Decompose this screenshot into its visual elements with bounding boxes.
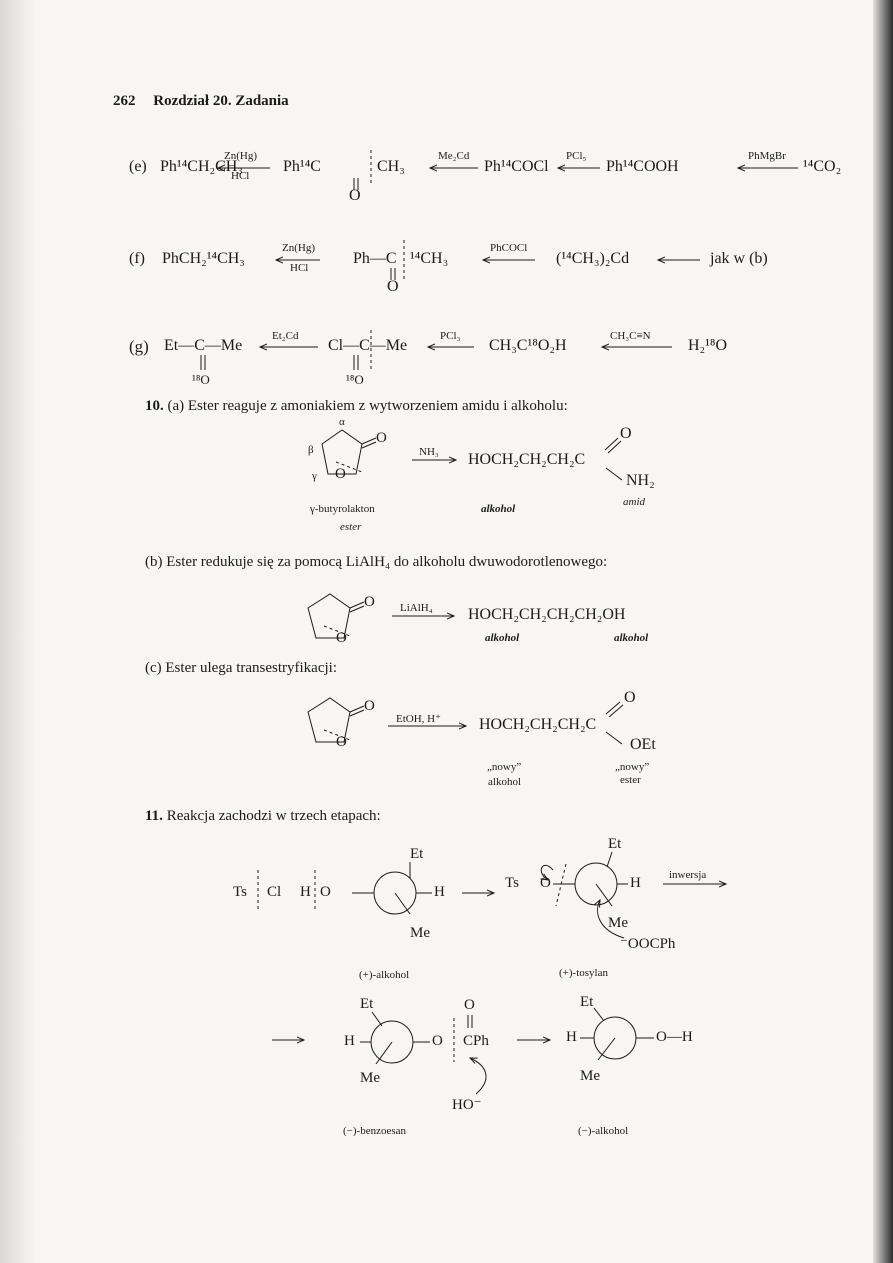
s2-label: (+)-tosylan [559,967,608,979]
c-product: HOCH₂CH₂CH₂C [479,716,597,733]
e-product-3: Ph¹⁴COCl [484,158,549,175]
ester-co2 [609,705,623,717]
label-e: (e) [129,158,147,175]
s3-cph: CPh [463,1033,489,1049]
s2-ts: Ts [505,875,519,891]
e-product-5: ¹⁴CO₂ [803,158,842,175]
e-product-2-o: O [349,187,361,204]
s3-et-bond [372,1012,382,1026]
g-product-1: Et—C—Me [164,337,243,354]
gamma-label: γ [312,470,317,482]
s4-et: Et [580,994,594,1010]
e-reagent-1-top: Zn(Hg) [224,150,257,162]
a-ring-o1: O [376,430,387,446]
s2-h: H [630,875,641,891]
s1-hh: H [434,884,445,900]
s4-et-bond [594,1008,604,1021]
e-reagent-4-top: PhMgBr [748,150,786,162]
c-ring-o2: O [336,734,347,750]
s3-me: Me [360,1070,380,1086]
s3-me-bond [376,1042,392,1064]
a-reagent: NH₃ [419,446,439,458]
page-number: 262 [113,93,136,109]
g-reagent-3-top: CH₃C≡N [610,330,651,342]
f-product-2-o: O [387,278,399,295]
s1-et: Et [410,846,424,862]
f-product-2b: ¹⁴CH₃ [410,250,449,267]
c-label-new-2: „nowy” [615,761,650,773]
e-product-1: Ph¹⁴CH₂CH₃ [160,158,243,175]
q10-intro [145,398,568,415]
s2-arrow-label: inwersja [669,869,707,881]
a-product-o: O [620,425,632,442]
q10-b-text: (b) Ester redukuje się za pomocą LiAlH₄ do alkoholu dwuwodorotlenowego: [145,554,608,570]
label-g: (g) [129,337,149,356]
s3-label: (−)-benzoesan [343,1125,407,1137]
c-reagent: EtOH, H⁺ [396,713,441,725]
amide-cn [606,468,622,480]
f-product-2a: Ph—C [353,250,397,267]
e-reagent-1-bot: HCl [231,170,250,182]
s3-nuc-arrow [470,1058,486,1094]
b-ring-o2: O [336,630,347,646]
label-f: (f) [129,250,145,267]
s1-me-bond [395,893,410,914]
q11-intro [145,808,381,825]
f-product-4: jak w (b) [710,250,768,267]
a-label-lactone: γ-butyrolakton [310,503,375,515]
alpha-label: α [339,416,345,428]
b-ring-o1: O [364,594,375,610]
a-product: HOCH₂CH₂CH₂C [468,451,586,468]
b-reagent: LiAlH₄ [400,602,433,614]
s2-me: Me [608,915,628,931]
b-label-alcohol-2: alkohol [614,632,649,644]
s3-nucleophile: HO⁻ [452,1097,482,1113]
e-reagent-2-top: Me₂Cd [438,150,470,162]
s2-et-bond [607,852,612,867]
q10-intro-text: (a) Ester reaguje z amoniakiem z wytworzeniem amidu i alkoholu: [167,398,568,414]
s1-h: H [300,884,311,900]
c-label-new: „nowy” [487,761,522,773]
e-reagent-3-top: PCl₅ [566,150,587,162]
c-product-o: O [624,689,636,706]
b-label-alcohol-1: alkohol [485,632,520,644]
f-reagent-1-bot: HCl [290,262,309,274]
e-product-4: Ph¹⁴COOH [606,158,679,175]
q11-intro-text: Reakcja zachodzi w trzech etapach: [166,808,381,824]
s4-oh: O—H [656,1029,693,1045]
s2-o: O [540,875,551,891]
a-ring-o2: O [335,466,346,482]
a-label-ester: ester [340,521,362,533]
e-product-2b: CH₃ [377,158,405,175]
a-label-amide: amid [623,496,645,508]
c-product-oet: OEt [630,736,656,753]
g-product-4: H₂¹⁸O [688,337,728,354]
s2-dash [556,864,566,906]
g-product-3: CH₃C¹⁸O₂H [489,337,567,354]
g-reagent-1-top: Et₂Cd [272,330,299,342]
s2-nucleophile: ⁻OOCPh [620,936,676,952]
ester-coet [606,732,622,744]
s3-et: Et [360,996,374,1012]
s3-carbonyl-o: O [464,997,475,1013]
beta-label: β [308,444,314,456]
e-product-2a: Ph¹⁴C [283,158,321,175]
g-reagent-2-top: PCl₃ [440,330,461,342]
s1-o: O [320,884,331,900]
q11-number: 11. [145,808,163,824]
g-product-2: Cl—C—Me [328,337,408,354]
q10-c-text: (c) Ester ulega transestryfikacji: [145,660,337,676]
s1-ts: Ts [233,884,247,900]
a-product-nh2: NH₂ [626,472,655,489]
f-reagent-1-top: Zn(Hg) [282,242,315,254]
amide-co1 [605,438,618,450]
g-product-1-o: ¹⁸O [192,372,210,387]
b-product: HOCH₂CH₂CH₂CH₂OH [468,606,626,623]
s3-o: O [432,1033,443,1049]
c-ring-o1: O [364,698,375,714]
a-label-alcohol: alkohol [481,503,516,515]
f-reagent-2-top: PhCOCl [490,242,528,254]
chapter-title: Rozdział 20. Zadania [153,93,289,109]
s1-me: Me [410,925,430,941]
f-product-1: PhCH₂¹⁴CH₃ [162,250,245,267]
c-label-alcohol: alkohol [488,776,521,788]
f-product-3: (¹⁴CH₃)₂Cd [556,250,630,267]
s4-h: H [566,1029,577,1045]
g-product-2-o: ¹⁸O [346,372,364,387]
ester-co1 [606,702,620,714]
q10-number: 10. [145,398,164,414]
s2-et: Et [608,836,622,852]
s4-me: Me [580,1068,600,1084]
s4-label: (−)-alkohol [578,1125,629,1137]
s1-label: (+)-alkohol [359,969,410,981]
c-label-ester: ester [620,774,641,786]
s1-cl: Cl [267,884,282,900]
s3-h: H [344,1033,355,1049]
